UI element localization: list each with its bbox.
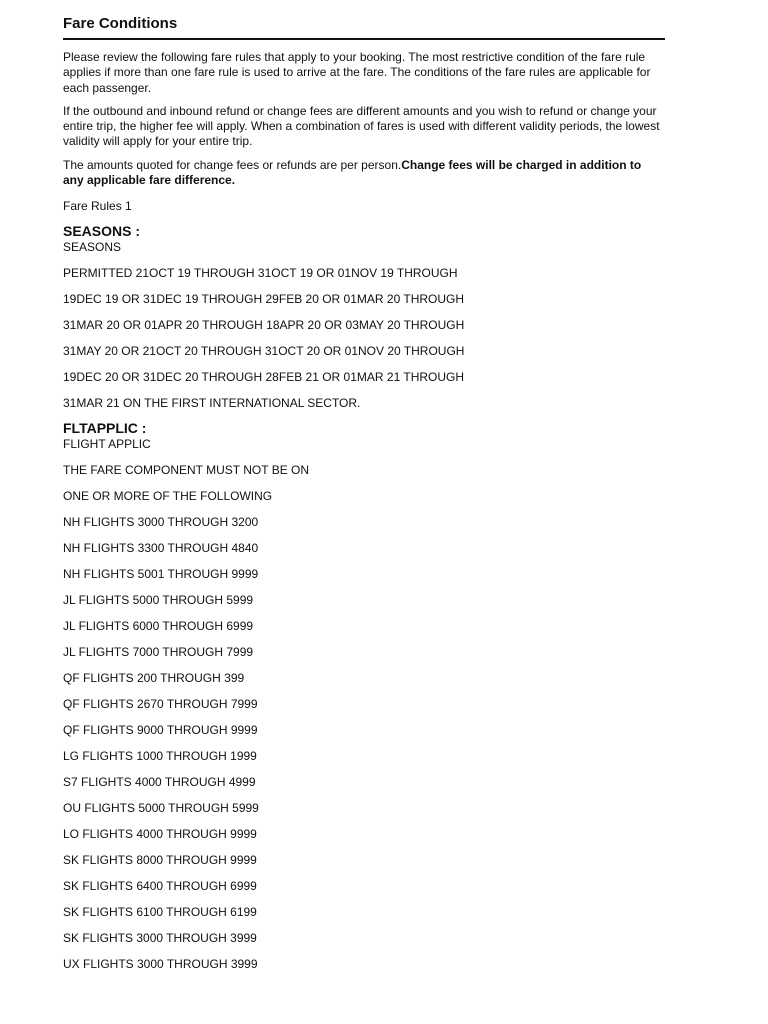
amounts-note-text: The amounts quoted for change fees or refunds are per person. bbox=[63, 157, 402, 172]
rule-line: QF FLIGHTS 9000 THROUGH 9999 bbox=[63, 723, 258, 738]
rule-line: SK FLIGHTS 3000 THROUGH 3999 bbox=[63, 931, 257, 946]
rule-line: LO FLIGHTS 4000 THROUGH 9999 bbox=[63, 827, 257, 842]
rule-line: NH FLIGHTS 3000 THROUGH 3200 bbox=[63, 515, 259, 530]
rule-line: NH FLIGHTS 3300 THROUGH 4840 bbox=[63, 541, 259, 556]
rule-line: SK FLIGHTS 6400 THROUGH 6999 bbox=[63, 879, 257, 894]
rule-line: JL FLIGHTS 5000 THROUGH 5999 bbox=[63, 593, 254, 608]
fltapplic-section bbox=[63, 420, 665, 972]
rule-line: SK FLIGHTS 8000 THROUGH 9999 bbox=[63, 853, 257, 868]
rule-line: S7 FLIGHTS 4000 THROUGH 4999 bbox=[63, 775, 256, 790]
intro-paragraph: Please review the following fare rules that apply to your booking. The most restrictive condition of the fare rule applies if more than one fare rule is used to arrive at the fare. The conditions of the fare rules are applicable for each passenger. bbox=[63, 50, 651, 95]
seasons-heading: SEASONS : bbox=[63, 223, 141, 240]
rule-line: JL FLIGHTS 6000 THROUGH 6999 bbox=[63, 619, 254, 634]
page-title: Fare Conditions bbox=[63, 15, 665, 40]
fare-rules-title: Fare Rules 1 bbox=[63, 199, 132, 214]
fltapplic-subheading: FLIGHT APPLIC bbox=[63, 437, 151, 452]
rule-line: JL FLIGHTS 7000 THROUGH 7999 bbox=[63, 645, 254, 660]
seasons-subheading: SEASONS bbox=[63, 240, 122, 255]
rule-line: 19DEC 19 OR 31DEC 19 THROUGH 29FEB 20 OR 01MAR 20 THROUGH bbox=[63, 292, 465, 307]
rule-line: 31MAY 20 OR 21OCT 20 THROUGH 31OCT 20 OR 01NOV 20 THROUGH bbox=[63, 344, 465, 359]
rule-line: UX FLIGHTS 3000 THROUGH 3999 bbox=[63, 957, 258, 972]
seasons-section bbox=[63, 223, 665, 411]
intro-paragraph: If the outbound and inbound refund or change fees are different amounts and you wish to refund or change your entire trip, the higher fee will apply. When a combination of fares is used with different validity periods, the lowest validity will apply for your entire trip. bbox=[63, 103, 660, 149]
rule-line: QF FLIGHTS 200 THROUGH 399 bbox=[63, 671, 245, 686]
rule-line: QF FLIGHTS 2670 THROUGH 7999 bbox=[63, 697, 258, 712]
rule-line: 19DEC 20 OR 31DEC 20 THROUGH 28FEB 21 OR 01MAR 21 THROUGH bbox=[63, 370, 465, 385]
rule-line: LG FLIGHTS 1000 THROUGH 1999 bbox=[63, 749, 257, 764]
amounts-note bbox=[63, 158, 665, 189]
rule-line: 31MAR 20 OR 01APR 20 THROUGH 18APR 20 OR 03MAY 20 THROUGH bbox=[63, 318, 465, 333]
rule-line: NH FLIGHTS 5001 THROUGH 9999 bbox=[63, 567, 259, 582]
rule-line: OU FLIGHTS 5000 THROUGH 5999 bbox=[63, 801, 259, 816]
amounts-note-emphasis: Change fees will be charged in addition to any applicable fare difference. bbox=[63, 157, 642, 188]
rule-line: ONE OR MORE OF THE FOLLOWING bbox=[63, 489, 273, 504]
rule-line: PERMITTED 21OCT 19 THROUGH 31OCT 19 OR 01NOV 19 THROUGH bbox=[63, 266, 458, 281]
rule-line: THE FARE COMPONENT MUST NOT BE ON bbox=[63, 463, 310, 478]
rule-line: 31MAR 21 ON THE FIRST INTERNATIONAL SECTOR. bbox=[63, 396, 361, 411]
fltapplic-heading: FLTAPPLIC : bbox=[63, 420, 147, 437]
rule-line: SK FLIGHTS 6100 THROUGH 6199 bbox=[63, 905, 257, 920]
